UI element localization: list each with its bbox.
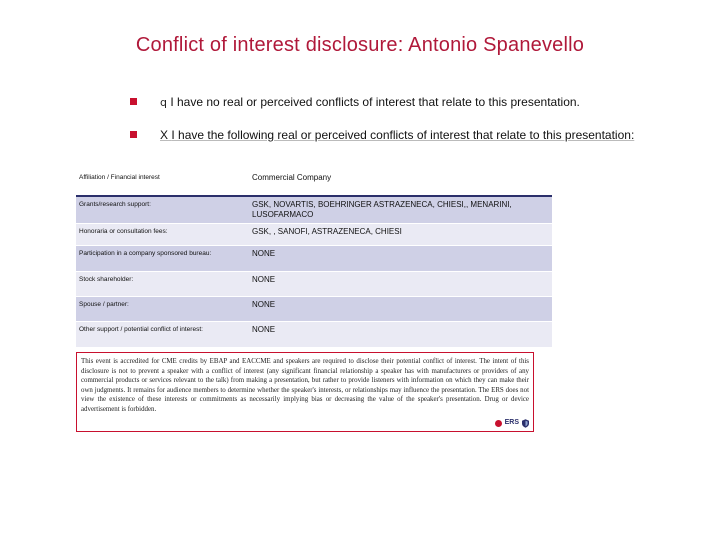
checked-marker: X xyxy=(160,128,169,142)
cme-notice-box xyxy=(76,352,534,432)
table-header-row xyxy=(76,170,552,196)
table-row xyxy=(76,246,552,272)
row-value: NONE xyxy=(240,272,552,297)
ers-logo: ERS xyxy=(504,419,519,427)
row-value: NONE xyxy=(240,297,552,322)
table-row xyxy=(76,322,552,347)
bullet-text: I have no real or perceived conflicts of interest that relate to this presentation. xyxy=(170,95,580,109)
conflict-table xyxy=(76,170,552,347)
eaccme-logo-icon xyxy=(495,420,502,427)
row-label: Other support / potential conflict of interest: xyxy=(76,322,240,347)
page-title: Conflict of interest disclosure: Antonio Spanevello xyxy=(135,34,585,56)
row-value: NONE xyxy=(240,322,552,347)
table-row xyxy=(76,196,552,224)
row-value: NONE xyxy=(240,246,552,272)
bullet-text: I have the following real or perceived conflicts of interest that relate to this presentation: xyxy=(171,128,635,142)
bullet-square-icon xyxy=(130,98,137,105)
header-cell-affiliation: Affiliation / Financial interest xyxy=(76,170,240,196)
footer-logos xyxy=(495,418,529,428)
row-label: Stock shareholder: xyxy=(76,272,240,297)
unchecked-box-icon: q xyxy=(160,96,167,109)
cme-notice-text: This event is accredited for CME credits by EBAP and EACCME and speakers are required to disclose their potential conflict of interest. The intent of this disclosure is not to prevent a speaker with a conflict of interest (any significant financial relationship a speaker has with manufacturers or providers of any commercial products or services relevant to the talk) from making a presentation, but rather to provide listeners with information on which they can make their own judgments. It remains for audience members to determine whether the speaker's interests, or relationships may influence the presentation. The ERS does not view the existence of these interests or commitments as necessarily implying bias or decreasing the value of the speaker's presentation. Drug or device advertisement is forbidden. xyxy=(81,358,529,413)
row-label: Grants/research support: xyxy=(76,196,240,224)
row-value: GSK, NOVARTIS, BOEHRINGER ASTRAZENECA, CHIESI,, MENARINI, LUSOFARMACO xyxy=(240,196,552,224)
table-row xyxy=(76,272,552,297)
table-row xyxy=(76,297,552,322)
row-label: Honoraria or consultation fees: xyxy=(76,224,240,246)
row-label: Spouse / partner: xyxy=(76,297,240,322)
shield-logo-icon xyxy=(522,419,529,428)
header-cell-company: Commercial Company xyxy=(240,170,552,196)
row-value: GSK, , SANOFI, ASTRAZENECA, CHIESI xyxy=(240,224,552,246)
row-label: Participation in a company sponsored bureau: xyxy=(76,246,240,272)
bullet-square-icon xyxy=(130,131,137,138)
table-row xyxy=(76,224,552,246)
